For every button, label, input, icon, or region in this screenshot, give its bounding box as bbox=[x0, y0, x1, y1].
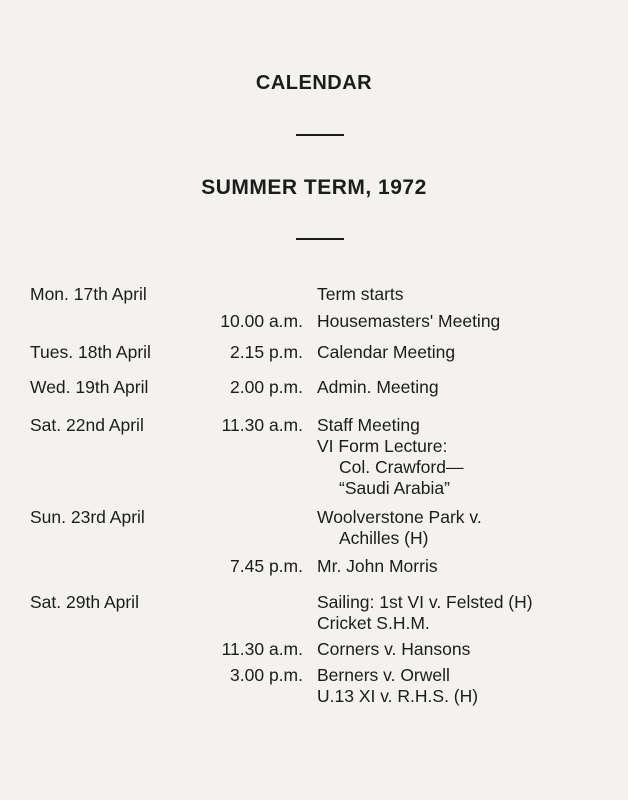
entry-time: 3.00 p.m. bbox=[230, 665, 303, 685]
entry-date: Sat. 29th April bbox=[30, 592, 139, 612]
entry-event: Term starts bbox=[317, 284, 404, 304]
divider bbox=[296, 134, 344, 136]
term-heading: SUMMER TERM, 1972 bbox=[201, 176, 427, 199]
entry-events bbox=[317, 665, 478, 707]
entry-date: Sun. 23rd April bbox=[30, 507, 145, 527]
entry-date: Tues. 18th April bbox=[30, 342, 151, 362]
entry-event: Calendar Meeting bbox=[317, 342, 456, 362]
entry-event: Staff Meeting bbox=[317, 415, 420, 435]
entry-event: U.13 XI v. R.H.S. (H) bbox=[317, 686, 479, 706]
entry-event: Mr. John Morris bbox=[317, 556, 438, 576]
entry-event: Housemasters' Meeting bbox=[317, 311, 501, 331]
entry-event: Woolverstone Park v. bbox=[317, 507, 482, 527]
divider bbox=[296, 238, 344, 240]
entry-events bbox=[317, 415, 463, 499]
entry-event: Cricket S.H.M. bbox=[317, 613, 430, 633]
entry-event: Corners v. Hansons bbox=[317, 639, 471, 659]
entry-time: 10.00 a.m. bbox=[220, 311, 303, 331]
entry-event: Sailing: 1st VI v. Felsted (H) bbox=[317, 592, 533, 612]
entry-events bbox=[317, 507, 482, 549]
entry-event: Col. Crawford— bbox=[339, 457, 464, 477]
entry-events bbox=[317, 592, 533, 634]
entry-time: 11.30 a.m. bbox=[221, 415, 303, 435]
calendar-heading: CALENDAR bbox=[255, 72, 373, 94]
entry-time: 11.30 a.m. bbox=[221, 639, 303, 659]
entry-date: Sat. 22nd April bbox=[30, 415, 144, 435]
entry-event: Achilles (H) bbox=[339, 528, 429, 548]
entry-date: Wed. 19th April bbox=[30, 377, 149, 397]
entry-event: “Saudi Arabia” bbox=[339, 478, 450, 498]
entry-time: 7.45 p.m. bbox=[230, 556, 303, 576]
entry-event: Admin. Meeting bbox=[317, 377, 439, 397]
entry-time: 2.15 p.m. bbox=[230, 342, 303, 362]
entry-time: 2.00 p.m. bbox=[230, 377, 303, 397]
entry-date: Mon. 17th April bbox=[30, 284, 147, 304]
entry-event: VI Form Lecture: bbox=[317, 436, 448, 456]
entry-event: Berners v. Orwell bbox=[317, 665, 450, 685]
